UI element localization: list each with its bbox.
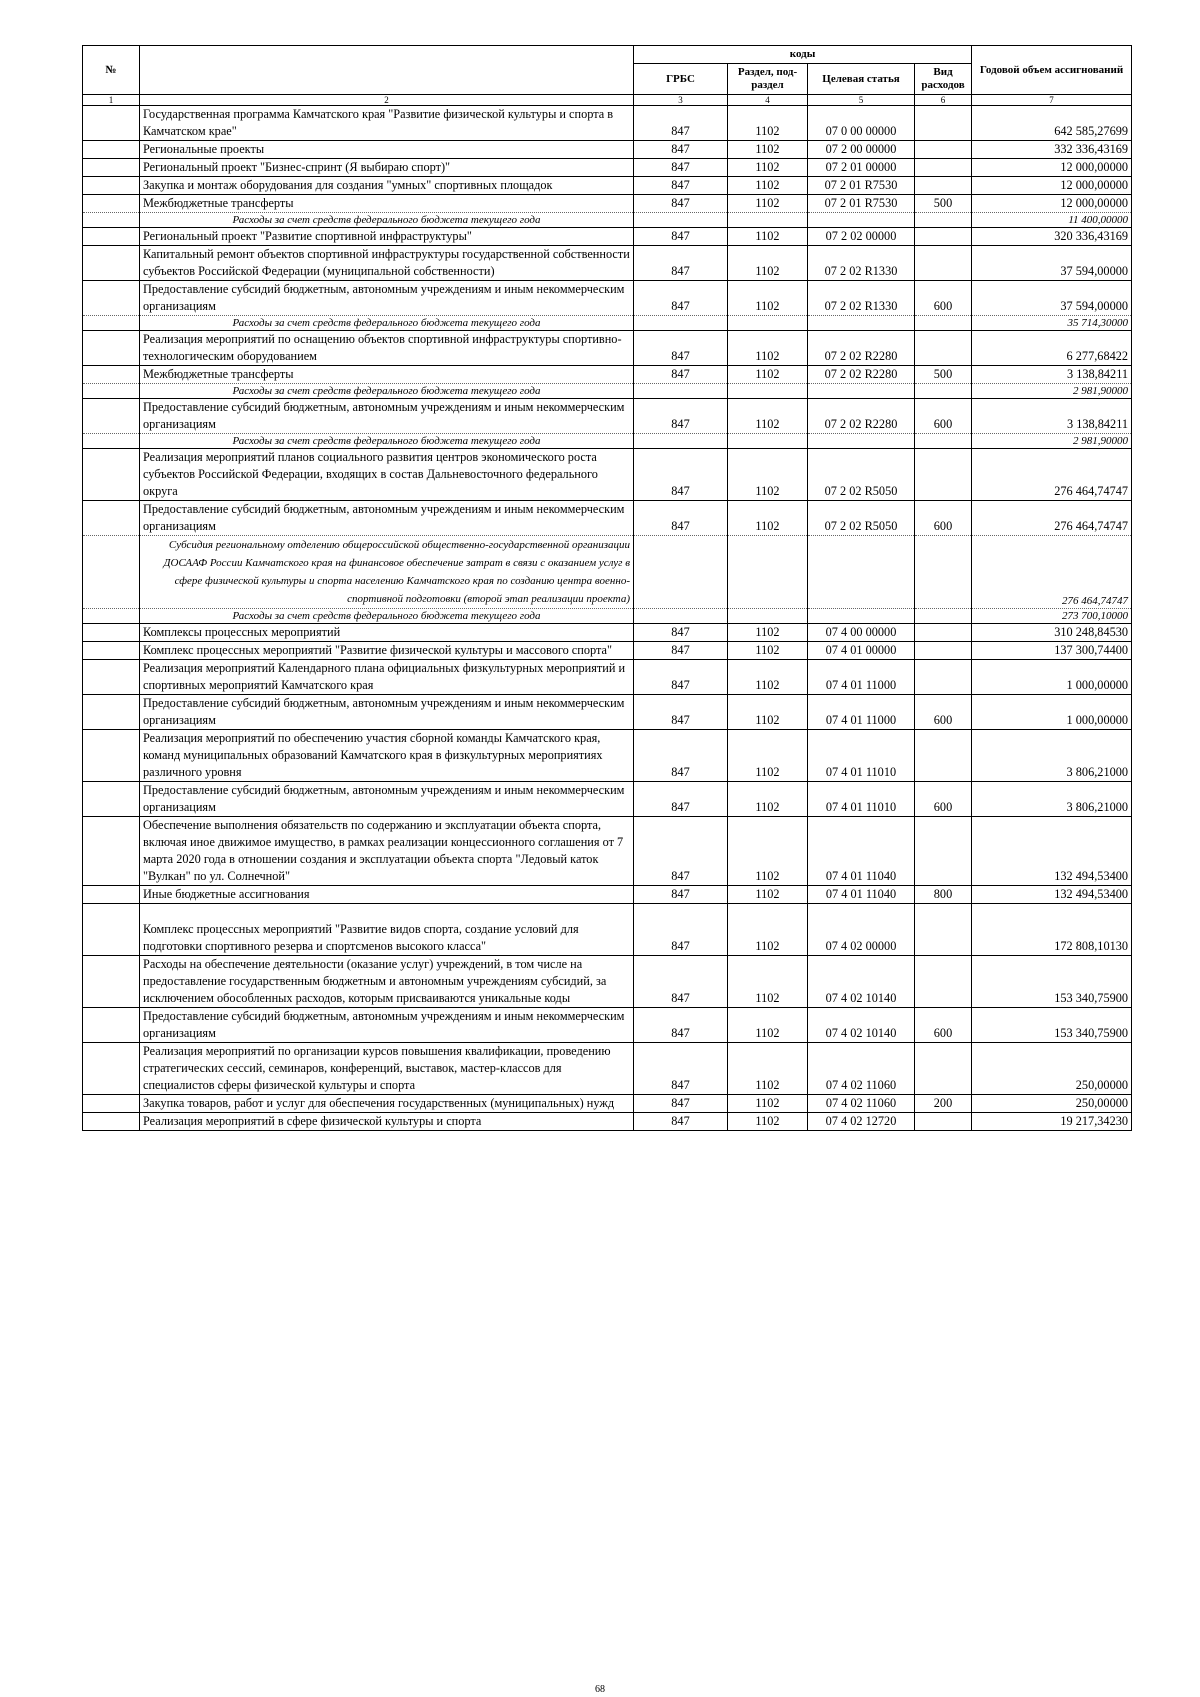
row-number-cell (83, 695, 140, 730)
note-text: Расходы за счет средств федерального бюджета текущего года (140, 316, 634, 331)
section-cell: 1102 (728, 449, 808, 501)
kind-cell (915, 609, 972, 624)
target-cell: 07 4 01 11000 (808, 660, 915, 695)
row-number-cell (83, 331, 140, 366)
item-name: Предоставление субсидий бюджетным, автономным учреждениям и иным некоммерческим организациям (140, 281, 634, 316)
target-cell: 07 4 01 11040 (808, 817, 915, 886)
grbs-cell: 847 (634, 331, 728, 366)
amount-cell: 172 808,10130 (972, 904, 1132, 956)
target-cell (808, 609, 915, 624)
target-cell: 07 2 02 00000 (808, 228, 915, 246)
note-text: Субсидия региональному отделению общероссийской общественно-государственной организации ДОСААФ России Камчатского края на финансовое обеспечение затрат в связи с оказанием услуг в сфере физической культуры и спорта населению Камчатского края по созданию центра военно-спортивной подготовки (второй этап реализации проекта) (140, 536, 634, 609)
item-name: Региональный проект "Бизнес-спринт (Я выбираю спорт)" (140, 159, 634, 177)
colnum: 7 (972, 95, 1132, 106)
section-cell (728, 384, 808, 399)
target-cell: 07 4 02 11060 (808, 1095, 915, 1113)
header-target: Целевая статья (808, 64, 915, 95)
header-codes: коды (634, 46, 972, 64)
section-cell (728, 609, 808, 624)
amount-cell: 12 000,00000 (972, 177, 1132, 195)
amount-cell: 132 494,53400 (972, 886, 1132, 904)
note-amount: 35 714,30000 (972, 316, 1132, 331)
grbs-cell: 847 (634, 246, 728, 281)
target-cell (808, 536, 915, 609)
note-row (83, 213, 1132, 228)
table-row (83, 177, 1132, 195)
kind-cell: 600 (915, 281, 972, 316)
row-number-cell (83, 1008, 140, 1043)
section-cell: 1102 (728, 366, 808, 384)
kind-cell (915, 730, 972, 782)
header-kind: Вид расходов (915, 64, 972, 95)
target-cell: 07 2 02 R1330 (808, 281, 915, 316)
table-row (83, 782, 1132, 817)
note-amount: 2 981,90000 (972, 434, 1132, 449)
amount-cell: 250,00000 (972, 1095, 1132, 1113)
grbs-cell: 847 (634, 177, 728, 195)
item-name: Обеспечение выполнения обязательств по содержанию и эксплуатации объекта спорта, включая иное движимое имущество, в рамках реализации концессионного соглашения от 7 марта 2020 года в отношении создания и эксплуатации объекта спорта "Ледовый каток "Вулкан" по ул. Солнечной" (140, 817, 634, 886)
kind-cell: 600 (915, 501, 972, 536)
section-cell (728, 434, 808, 449)
section-cell: 1102 (728, 281, 808, 316)
grbs-cell: 847 (634, 228, 728, 246)
table-row (83, 1095, 1132, 1113)
table-row (83, 1113, 1132, 1131)
table-row (83, 624, 1132, 642)
target-cell (808, 316, 915, 331)
grbs-cell: 847 (634, 449, 728, 501)
target-cell: 07 4 01 11010 (808, 730, 915, 782)
header-grbs: ГРБС (634, 64, 728, 95)
table-row (83, 904, 1132, 956)
item-name: Закупка и монтаж оборудования для создания "умных" спортивных площадок (140, 177, 634, 195)
table-row (83, 730, 1132, 782)
item-name: Капитальный ремонт объектов спортивной инфраструктуры государственной собственности субъектов Российской Федерации (муниципальной собственности) (140, 246, 634, 281)
kind-cell (915, 384, 972, 399)
section-cell: 1102 (728, 1043, 808, 1095)
note-amount: 276 464,74747 (972, 536, 1132, 609)
item-name: Региональный проект "Развитие спортивной инфраструктуры" (140, 228, 634, 246)
grbs-cell: 847 (634, 730, 728, 782)
amount-cell: 37 594,00000 (972, 246, 1132, 281)
grbs-cell: 847 (634, 501, 728, 536)
kind-cell (915, 642, 972, 660)
table-row (83, 281, 1132, 316)
row-number-cell (83, 956, 140, 1008)
note-row (83, 316, 1132, 331)
table-row (83, 1008, 1132, 1043)
target-cell: 07 2 02 R2280 (808, 331, 915, 366)
amount-cell: 1 000,00000 (972, 695, 1132, 730)
note-row (83, 384, 1132, 399)
amount-cell: 3 806,21000 (972, 782, 1132, 817)
kind-cell: 600 (915, 782, 972, 817)
section-cell: 1102 (728, 904, 808, 956)
kind-cell (915, 159, 972, 177)
kind-cell: 600 (915, 1008, 972, 1043)
grbs-cell: 847 (634, 1113, 728, 1131)
colnum: 4 (728, 95, 808, 106)
row-number-cell (83, 281, 140, 316)
grbs-cell: 847 (634, 782, 728, 817)
kind-cell (915, 177, 972, 195)
target-cell: 07 2 02 R1330 (808, 246, 915, 281)
kind-cell (915, 1113, 972, 1131)
amount-cell: 320 336,43169 (972, 228, 1132, 246)
table-row (83, 886, 1132, 904)
row-number-cell (83, 159, 140, 177)
section-cell: 1102 (728, 159, 808, 177)
grbs-cell: 847 (634, 956, 728, 1008)
kind-cell (915, 141, 972, 159)
table-row (83, 1043, 1132, 1095)
amount-cell: 153 340,75900 (972, 956, 1132, 1008)
row-number-cell (83, 782, 140, 817)
grbs-cell (634, 434, 728, 449)
item-name: Межбюджетные трансферты (140, 195, 634, 213)
item-name: Комплекс процессных мероприятий "Развитие видов спорта, создание условий для подготовки спортивного резерва и спортсменов высокого класса" (140, 904, 634, 956)
amount-cell: 137 300,74400 (972, 642, 1132, 660)
table-row (83, 956, 1132, 1008)
row-number-cell (83, 195, 140, 213)
grbs-cell: 847 (634, 1008, 728, 1043)
grbs-cell: 847 (634, 642, 728, 660)
grbs-cell: 847 (634, 886, 728, 904)
table-row (83, 195, 1132, 213)
row-number-cell (83, 624, 140, 642)
row-number-cell (83, 1043, 140, 1095)
colnum: 5 (808, 95, 915, 106)
table-row (83, 449, 1132, 501)
row-number-cell (83, 246, 140, 281)
section-cell: 1102 (728, 246, 808, 281)
kind-cell (915, 904, 972, 956)
kind-cell (915, 536, 972, 609)
grbs-cell (634, 316, 728, 331)
amount-cell: 642 585,27699 (972, 106, 1132, 141)
kind-cell (915, 228, 972, 246)
item-name: Расходы на обеспечение деятельности (оказание услуг) учреждений, в том числе на предоставление государственным бюджетным и автономным учреждениям субсидий, за исключением обособленных расходов, которым присваиваются уникальные коды (140, 956, 634, 1008)
amount-cell: 276 464,74747 (972, 501, 1132, 536)
grbs-cell: 847 (634, 1095, 728, 1113)
kind-cell: 200 (915, 1095, 972, 1113)
amount-cell: 6 277,68422 (972, 331, 1132, 366)
kind-cell (915, 660, 972, 695)
grbs-cell: 847 (634, 660, 728, 695)
table-header (83, 46, 1132, 106)
amount-cell: 12 000,00000 (972, 159, 1132, 177)
item-name: Предоставление субсидий бюджетным, автономным учреждениям и иным некоммерческим организациям (140, 399, 634, 434)
amount-cell: 12 000,00000 (972, 195, 1132, 213)
colnum: 2 (140, 95, 634, 106)
table-row (83, 642, 1132, 660)
grbs-cell: 847 (634, 195, 728, 213)
header-volume: Годовой объем ассигнований (972, 46, 1132, 95)
section-cell: 1102 (728, 1008, 808, 1043)
kind-cell (915, 1043, 972, 1095)
section-cell: 1102 (728, 177, 808, 195)
budget-table (82, 45, 1132, 1131)
kind-cell: 500 (915, 366, 972, 384)
section-cell (728, 536, 808, 609)
row-number-cell (83, 642, 140, 660)
kind-cell (915, 434, 972, 449)
row-number-cell (83, 536, 140, 609)
amount-cell: 3 138,84211 (972, 399, 1132, 434)
grbs-cell: 847 (634, 159, 728, 177)
section-cell: 1102 (728, 660, 808, 695)
row-number-cell (83, 316, 140, 331)
item-name: Реализация мероприятий планов социального развития центров экономического роста субъектов Российской Федерации, входящих в состав Дальневосточного федерального округа (140, 449, 634, 501)
table-row (83, 501, 1132, 536)
note-row (83, 536, 1132, 609)
section-cell: 1102 (728, 730, 808, 782)
kind-cell (915, 106, 972, 141)
note-text: Расходы за счет средств федерального бюджета текущего года (140, 213, 634, 228)
table-body (83, 106, 1132, 1131)
table-row (83, 399, 1132, 434)
amount-cell: 332 336,43169 (972, 141, 1132, 159)
amount-cell: 276 464,74747 (972, 449, 1132, 501)
row-number-cell (83, 228, 140, 246)
grbs-cell: 847 (634, 904, 728, 956)
grbs-cell: 847 (634, 695, 728, 730)
amount-cell: 1 000,00000 (972, 660, 1132, 695)
section-cell: 1102 (728, 228, 808, 246)
item-name: Предоставление субсидий бюджетным, автономным учреждениям и иным некоммерческим организациям (140, 1008, 634, 1043)
kind-cell (915, 449, 972, 501)
grbs-cell: 847 (634, 366, 728, 384)
note-row (83, 609, 1132, 624)
item-name: Предоставление субсидий бюджетным, автономным учреждениям и иным некоммерческим организациям (140, 782, 634, 817)
section-cell: 1102 (728, 624, 808, 642)
grbs-cell (634, 213, 728, 228)
target-cell (808, 213, 915, 228)
section-cell: 1102 (728, 1113, 808, 1131)
amount-cell: 3 138,84211 (972, 366, 1132, 384)
target-cell: 07 4 02 00000 (808, 904, 915, 956)
kind-cell: 500 (915, 195, 972, 213)
grbs-cell: 847 (634, 399, 728, 434)
target-cell: 07 4 02 10140 (808, 956, 915, 1008)
amount-cell: 153 340,75900 (972, 1008, 1132, 1043)
grbs-cell: 847 (634, 106, 728, 141)
note-text: Расходы за счет средств федерального бюджета текущего года (140, 434, 634, 449)
target-cell: 07 4 02 12720 (808, 1113, 915, 1131)
item-name: Реализация мероприятий по организации курсов повышения квалификации, проведению стратегических сессий, семинаров, конференций, выставок, мастер-классов для специалистов сферы физической культуры и спорта (140, 1043, 634, 1095)
row-number-cell (83, 384, 140, 399)
section-cell: 1102 (728, 695, 808, 730)
row-number-cell (83, 177, 140, 195)
grbs-cell: 847 (634, 141, 728, 159)
item-name: Иные бюджетные ассигнования (140, 886, 634, 904)
row-number-cell (83, 1113, 140, 1131)
table-row (83, 228, 1132, 246)
amount-cell: 310 248,84530 (972, 624, 1132, 642)
target-cell: 07 4 02 11060 (808, 1043, 915, 1095)
grbs-cell (634, 536, 728, 609)
target-cell: 07 4 02 10140 (808, 1008, 915, 1043)
table-row (83, 331, 1132, 366)
target-cell: 07 2 01 R7530 (808, 195, 915, 213)
colnum: 6 (915, 95, 972, 106)
table-row (83, 660, 1132, 695)
note-amount: 273 700,10000 (972, 609, 1132, 624)
section-cell (728, 213, 808, 228)
grbs-cell (634, 609, 728, 624)
kind-cell (915, 316, 972, 331)
section-cell: 1102 (728, 642, 808, 660)
kind-cell (915, 246, 972, 281)
row-number-cell (83, 817, 140, 886)
kind-cell (915, 213, 972, 228)
item-name: Региональные проекты (140, 141, 634, 159)
note-text: Расходы за счет средств федерального бюджета текущего года (140, 609, 634, 624)
colnum: 1 (83, 95, 140, 106)
header-name (140, 46, 634, 95)
row-number-cell (83, 886, 140, 904)
item-name: Комплексы процессных мероприятий (140, 624, 634, 642)
kind-cell (915, 624, 972, 642)
target-cell: 07 2 02 R5050 (808, 501, 915, 536)
row-number-cell (83, 106, 140, 141)
table-row (83, 246, 1132, 281)
target-cell: 07 4 00 00000 (808, 624, 915, 642)
item-name: Предоставление субсидий бюджетным, автономным учреждениям и иным некоммерческим организациям (140, 695, 634, 730)
item-name: Реализация мероприятий по оснащению объектов спортивной инфраструктуры спортивно-технологическим оборудованием (140, 331, 634, 366)
amount-cell: 250,00000 (972, 1043, 1132, 1095)
target-cell: 07 2 02 R5050 (808, 449, 915, 501)
item-name: Государственная программа Камчатского края "Развитие физической культуры и спорта в Камчатском крае" (140, 106, 634, 141)
target-cell: 07 2 02 R2280 (808, 399, 915, 434)
note-amount: 11 400,00000 (972, 213, 1132, 228)
section-cell: 1102 (728, 956, 808, 1008)
item-name: Реализация мероприятий Календарного плана официальных физкультурных мероприятий и спортивных мероприятий Камчатского края (140, 660, 634, 695)
kind-cell (915, 331, 972, 366)
kind-cell: 800 (915, 886, 972, 904)
kind-cell: 600 (915, 695, 972, 730)
section-cell: 1102 (728, 399, 808, 434)
section-cell: 1102 (728, 782, 808, 817)
row-number-cell (83, 501, 140, 536)
section-cell: 1102 (728, 817, 808, 886)
target-cell: 07 4 01 11000 (808, 695, 915, 730)
header-section: Раздел, под-раздел (728, 64, 808, 95)
grbs-cell: 847 (634, 281, 728, 316)
target-cell (808, 384, 915, 399)
target-cell: 07 4 01 11040 (808, 886, 915, 904)
target-cell: 07 2 02 R2280 (808, 366, 915, 384)
row-number-cell (83, 904, 140, 956)
colnum: 3 (634, 95, 728, 106)
row-number-cell (83, 1095, 140, 1113)
amount-cell: 132 494,53400 (972, 817, 1132, 886)
table-row (83, 817, 1132, 886)
kind-cell (915, 817, 972, 886)
section-cell: 1102 (728, 141, 808, 159)
item-name: Реализация мероприятий в сфере физической культуры и спорта (140, 1113, 634, 1131)
table-row (83, 366, 1132, 384)
target-cell: 07 4 01 11010 (808, 782, 915, 817)
row-number-cell (83, 434, 140, 449)
section-cell: 1102 (728, 331, 808, 366)
target-cell: 07 0 00 00000 (808, 106, 915, 141)
target-cell: 07 2 00 00000 (808, 141, 915, 159)
item-name: Закупка товаров, работ и услуг для обеспечения государственных (муниципальных) нужд (140, 1095, 634, 1113)
row-number-cell (83, 609, 140, 624)
item-name: Реализация мероприятий по обеспечению участия сборной команды Камчатского края, команд муниципальных образований Камчатского края в физкультурных мероприятиях различного уровня (140, 730, 634, 782)
section-cell: 1102 (728, 195, 808, 213)
amount-cell: 19 217,34230 (972, 1113, 1132, 1131)
target-cell: 07 2 01 R7530 (808, 177, 915, 195)
grbs-cell: 847 (634, 624, 728, 642)
section-cell: 1102 (728, 106, 808, 141)
item-name: Комплекс процессных мероприятий "Развитие физической культуры и массового спорта" (140, 642, 634, 660)
row-number-cell (83, 366, 140, 384)
grbs-cell: 847 (634, 817, 728, 886)
section-cell: 1102 (728, 886, 808, 904)
row-number-cell (83, 660, 140, 695)
note-row (83, 434, 1132, 449)
item-name: Предоставление субсидий бюджетным, автономным учреждениям и иным некоммерческим организациям (140, 501, 634, 536)
table-row (83, 141, 1132, 159)
section-cell (728, 316, 808, 331)
kind-cell (915, 956, 972, 1008)
amount-cell: 3 806,21000 (972, 730, 1132, 782)
target-cell (808, 434, 915, 449)
table-row (83, 695, 1132, 730)
header-no: № (83, 46, 140, 95)
row-number-cell (83, 449, 140, 501)
row-number-cell (83, 141, 140, 159)
table-row (83, 159, 1132, 177)
grbs-cell: 847 (634, 1043, 728, 1095)
amount-cell: 37 594,00000 (972, 281, 1132, 316)
note-text: Расходы за счет средств федерального бюджета текущего года (140, 384, 634, 399)
budget-table-sheet (82, 45, 1131, 1131)
note-amount: 2 981,90000 (972, 384, 1132, 399)
kind-cell: 600 (915, 399, 972, 434)
row-number-cell (83, 730, 140, 782)
row-number-cell (83, 399, 140, 434)
section-cell: 1102 (728, 1095, 808, 1113)
grbs-cell (634, 384, 728, 399)
section-cell: 1102 (728, 501, 808, 536)
page-number: 68 (595, 1684, 605, 1695)
table-row (83, 106, 1132, 141)
target-cell: 07 4 01 00000 (808, 642, 915, 660)
target-cell: 07 2 01 00000 (808, 159, 915, 177)
row-number-cell (83, 213, 140, 228)
item-name: Межбюджетные трансферты (140, 366, 634, 384)
